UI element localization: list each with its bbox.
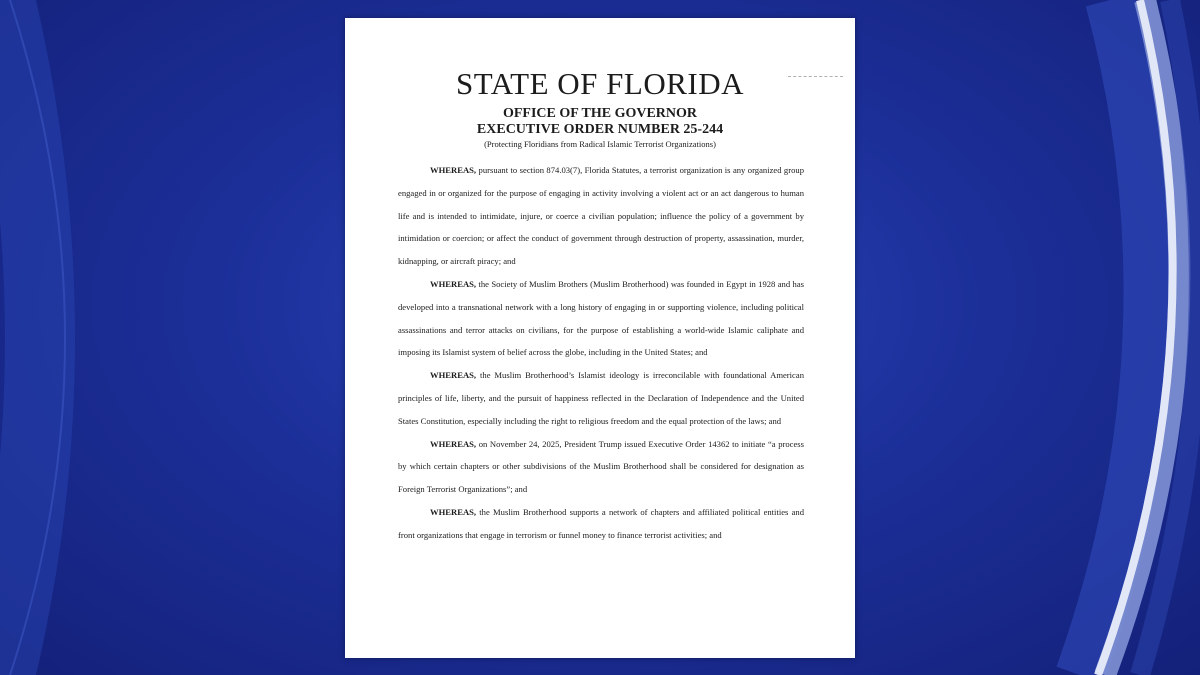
document-subtitle: (Protecting Floridians from Radical Islamic Terrorist Organizations) — [484, 139, 716, 149]
paragraph-lead: WHEREAS, — [430, 506, 477, 517]
document-office: OFFICE OF THE GOVERNOR — [502, 106, 698, 121]
paragraph-text: the Muslim Brotherhood supports a network of chapters and affiliated political entities and front organizations that engage in terrorism or funnel money to finance terrorist activities; and — [398, 506, 804, 540]
paragraph-text: the Muslim Brotherhood’s Islamist ideology is irreconcilable with foundational American principles of life, liberty, and the pursuit of happiness reflected in the Declaration of Independence and the United States Constitution, especially including the right to religious freedom and the equal protection of the laws; and — [398, 370, 804, 426]
paragraph-lead: WHEREAS, — [430, 370, 477, 381]
executive-order-number: EXECUTIVE ORDER NUMBER 25-244 — [476, 122, 724, 137]
paragraph-lead: WHEREAS, — [430, 438, 477, 449]
document-page — [345, 18, 855, 658]
paragraph-lead: WHEREAS, — [430, 165, 477, 175]
paragraph-text: on November 24, 2025, President Trump issued Executive Order 14362 to initiate “a process by which certain chapters or other subdivisions of the Muslim Brotherhood shall be considered for designation as Foreign Terrorist Organizations”; and — [398, 438, 804, 495]
whereas-paragraph — [398, 364, 804, 432]
whereas-paragraph — [398, 501, 804, 547]
document-body — [398, 159, 804, 547]
document-title: STATE OF FLORIDA — [456, 66, 744, 101]
whereas-paragraph — [398, 433, 804, 501]
paragraph-lead: WHEREAS, — [430, 278, 477, 289]
paragraph-text: pursuant to section 874.03(7), Florida Statutes, a terrorist organization is any organized group engaged in or organized for the purpose of engaging in activity involving a violent act or an act dangerous to human life and is intended to intimidate, injure, or coerce a civilian population; influence the policy of a government by intimidation or coercion; or affect the conduct of government through destruction of property, assassination, murder, kidnapping, or aircraft piracy; and — [398, 165, 804, 267]
whereas-paragraph — [398, 273, 804, 364]
whereas-paragraph — [398, 159, 804, 273]
paragraph-text: the Society of Muslim Brothers (Muslim Brotherhood) was founded in Egypt in 1928 and has developed into a transnational network with a long history of engaging in or supporting violence, including political assassinations and terror attacks on civilians, for the purpose of establishing a world-wide Islamic caliphate and imposing its Islamist system of belief across the globe, including in the United States; and — [398, 278, 804, 358]
